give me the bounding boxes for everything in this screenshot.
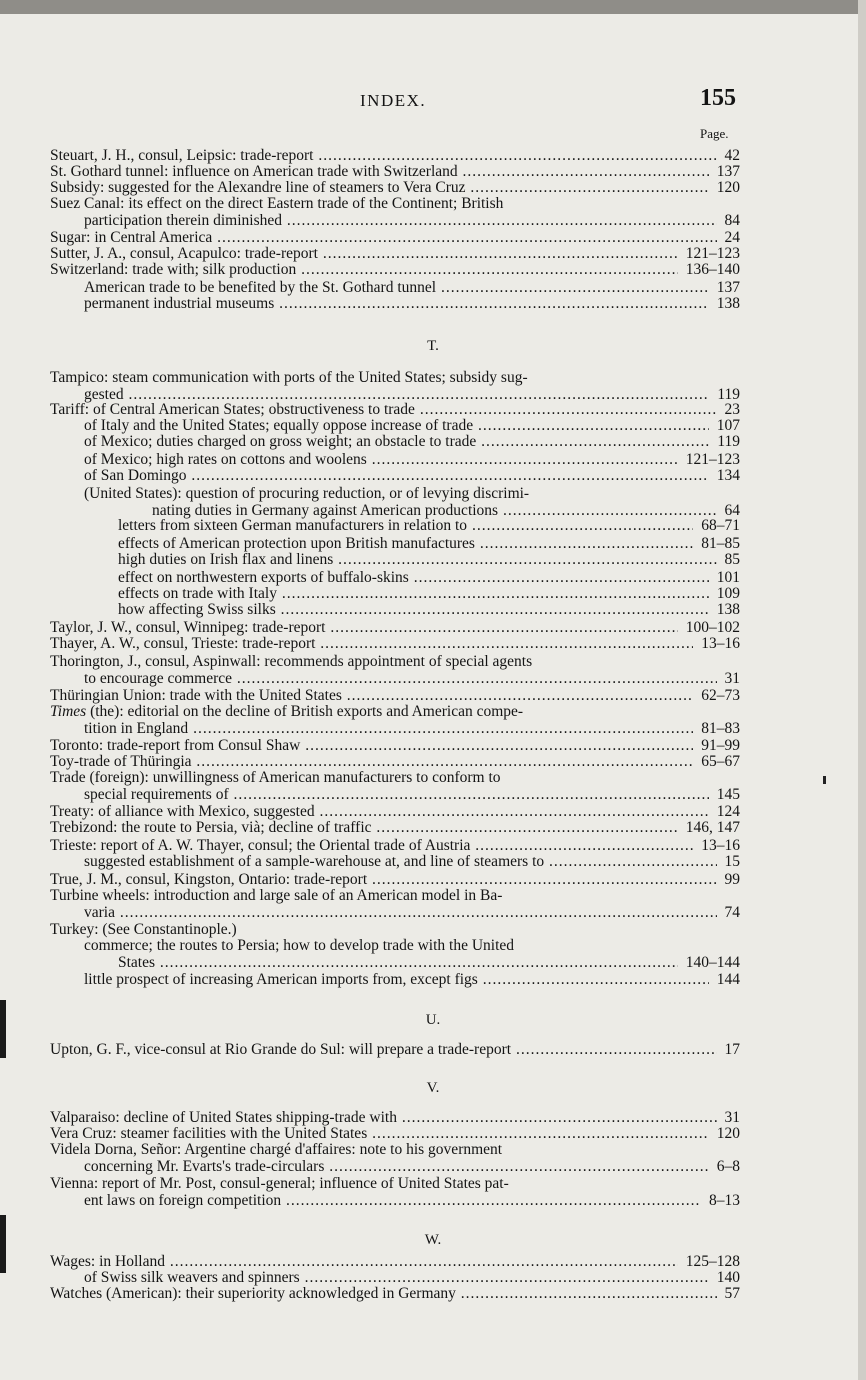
index-entry — [50, 518, 740, 534]
index-entry — [50, 854, 740, 870]
index-entry — [50, 370, 740, 386]
index-entry — [50, 402, 740, 418]
index-entry — [50, 1042, 740, 1058]
index-entry — [50, 586, 740, 602]
section-letter: W. — [424, 1232, 442, 1248]
entry-text: ent laws on foreign competition ..... — [50, 1193, 701, 1209]
index-entry — [50, 688, 740, 704]
index-entry-continuation — [50, 387, 740, 403]
entry-text: effects on trade with Italy ..... — [50, 586, 709, 602]
entry-page-ref: 68–71 — [701, 517, 740, 534]
index-entry — [50, 972, 740, 988]
entry-page-ref: 109 — [716, 585, 740, 602]
index-entry — [50, 654, 740, 670]
index-entry — [50, 552, 740, 568]
entry-page-ref: 140–144 — [685, 954, 740, 971]
entry-page-ref: 144 — [716, 971, 740, 988]
index-entry — [50, 296, 740, 312]
entry-page-ref: 8–13 — [709, 1192, 740, 1209]
entry-text: States ..... — [50, 955, 678, 971]
scan-binding-mark — [0, 1000, 6, 1058]
entry-page-ref: 119 — [717, 433, 740, 450]
entry-page-ref: 13–16 — [701, 837, 740, 854]
index-entry — [50, 196, 740, 212]
entry-page-ref: 74 — [724, 904, 740, 921]
running-header — [0, 85, 866, 115]
entry-text: Suez Canal: its effect on the direct Eastern trade of the Continent; British — [50, 196, 504, 212]
entry-text: Sutter, J. A., consul, Acapulco: trade-report ..... — [50, 246, 678, 262]
page-column-label: Page. — [700, 126, 729, 141]
entry-text: high duties on Irish flax and linens ..... — [50, 552, 717, 568]
index-entry-continuation — [50, 213, 740, 229]
entry-page-ref: 146, 147 — [685, 819, 740, 836]
index-entry — [50, 1110, 740, 1126]
entry-text: Tampico: steam communication with ports of the United States; subsidy sug- — [50, 370, 528, 386]
entry-text: commerce; the routes to Persia; how to develop trade with the United — [84, 938, 515, 954]
index-entry — [50, 468, 740, 484]
page-number: 155 — [700, 85, 736, 111]
index-entry — [50, 1126, 740, 1142]
section-letter: V. — [426, 1080, 440, 1096]
index-entry-continuation — [50, 787, 740, 803]
entry-text: of Mexico; high rates on cottons and woolens ..... — [50, 452, 678, 468]
index-entry — [50, 570, 740, 586]
entry-page-ref: 101 — [716, 569, 740, 586]
index-entry — [50, 1142, 740, 1158]
entry-page-ref: 145 — [716, 786, 740, 803]
entry-page-ref: 64 — [724, 502, 740, 519]
index-entry — [50, 704, 740, 720]
index-entry-continuation — [50, 721, 740, 737]
entry-text: Vienna: report of Mr. Post, consul-general; influence of United States pat- — [50, 1176, 509, 1192]
entry-page-ref: 138 — [716, 295, 740, 312]
entry-page-ref: 13–16 — [701, 635, 740, 652]
entry-text: Times (the): editorial on the decline of British exports and American compe- — [50, 704, 524, 720]
index-entry — [50, 230, 740, 246]
index-entry — [50, 620, 740, 636]
entry-text: Watches (American): their superiority acknowledged in Germany ..... — [50, 1286, 717, 1302]
entry-page-ref: 24 — [724, 229, 740, 246]
entry-page-ref: 6–8 — [716, 1158, 740, 1175]
entry-page-ref: 119 — [717, 386, 740, 403]
entry-page-ref: 137 — [716, 279, 740, 296]
entry-page-ref: 81–85 — [701, 535, 740, 552]
entry-text: letters from sixteen German manufacturers in relation to ..... — [50, 518, 693, 534]
index-entry — [50, 418, 740, 434]
index-entry — [50, 1286, 740, 1302]
index-entry — [50, 148, 740, 164]
entry-text: Taylor, J. W., consul, Winnipeg: trade-report ..... — [50, 620, 678, 636]
entry-page-ref: 65–67 — [701, 753, 740, 770]
scan-top-edge — [0, 0, 866, 14]
index-entry — [50, 164, 740, 180]
entry-text: how affecting Swiss silks ..... — [50, 602, 709, 618]
entry-text: Thayer, A. W., consul, Trieste: trade-report ..... — [50, 636, 693, 652]
entry-text: Tariff: of Central American States; obstructiveness to trade ..... — [50, 402, 717, 418]
entry-page-ref: 31 — [724, 1109, 740, 1126]
entry-page-ref: 62–73 — [701, 687, 740, 704]
entry-page-ref: 57 — [724, 1285, 740, 1302]
entry-text: to encourage commerce ..... — [50, 671, 717, 687]
entry-page-ref: 138 — [716, 601, 740, 618]
section-letter: U. — [425, 1012, 441, 1028]
entry-text: Toy-trade of Thüringia ..... — [50, 754, 693, 770]
index-entry — [50, 246, 740, 262]
entry-text: permanent industrial museums ..... — [50, 296, 709, 312]
entry-page-ref: 23 — [724, 401, 740, 418]
entry-text: concerning Mr. Evarts's trade-circulars ..... — [50, 1159, 709, 1175]
index-entry — [50, 872, 740, 888]
entry-text: of Swiss silk weavers and spinners ..... — [50, 1270, 709, 1286]
entry-text: Trieste: report of A. W. Thayer, consul; the Oriental trade of Austria ..... — [50, 838, 693, 854]
entry-page-ref: 42 — [724, 147, 740, 164]
entry-text: Toronto: trade-report from Consul Shaw ..... — [50, 738, 693, 754]
index-entry — [50, 1270, 740, 1286]
entry-page-ref: 15 — [724, 853, 740, 870]
entry-text: effects of American protection upon British manufactures ..... — [50, 536, 693, 552]
entry-text: of San Domingo ..... — [50, 468, 709, 484]
entry-text: Valparaiso: decline of United States shipping-trade with ..... — [50, 1110, 717, 1126]
index-entry-continuation — [50, 905, 740, 921]
index-entry — [50, 938, 740, 954]
index-entry — [50, 738, 740, 754]
entry-text: varia ..... — [50, 905, 717, 921]
entry-text: effect on northwestern exports of buffalo-skins ..... — [50, 570, 709, 586]
index-entry-continuation — [50, 1193, 740, 1209]
entry-page-ref: 100–102 — [685, 619, 740, 636]
entry-page-ref: 107 — [716, 417, 740, 434]
index-entry — [50, 434, 740, 450]
entry-page-ref: 120 — [716, 1125, 740, 1142]
entry-page-ref: 140 — [716, 1269, 740, 1286]
entry-page-ref: 136–140 — [685, 261, 740, 278]
entry-page-ref: 121–123 — [685, 451, 740, 468]
index-entry — [50, 922, 740, 938]
index-entry — [50, 636, 740, 652]
entry-page-ref: 137 — [716, 163, 740, 180]
entry-page-ref: 121–123 — [685, 245, 740, 262]
entry-text: Thüringian Union: trade with the United States ..... — [50, 688, 693, 704]
running-title: INDEX. — [360, 91, 427, 110]
entry-text: special requirements of ..... — [50, 787, 709, 803]
index-entry — [50, 754, 740, 770]
entry-page-ref: 91–99 — [701, 737, 740, 754]
index-entry-continuation — [50, 955, 740, 971]
entry-text: Thorington, J., consul, Aspinwall: recommends appointment of special agents — [50, 654, 533, 670]
entry-text: Turkey: (See Constantinople.) — [50, 922, 237, 938]
index-entry — [50, 602, 740, 618]
entry-text: (United States): question of procuring reduction, or of levying discrimi- — [84, 486, 530, 502]
index-entry — [50, 888, 740, 904]
index-entry — [50, 452, 740, 468]
index-entry — [50, 180, 740, 196]
scan-speck — [823, 776, 826, 784]
entry-text: of Italy and the United States; equally oppose increase of trade ..... — [50, 418, 709, 434]
scan-right-edge — [858, 0, 866, 1380]
entry-page-ref: 85 — [724, 551, 740, 568]
entry-page-ref: 31 — [724, 670, 740, 687]
entry-text: Upton, G. F., vice-consul at Rio Grande do Sul: will prepare a trade-report ..... — [50, 1042, 717, 1058]
entry-text: Turbine wheels: introduction and large sale of an American model in Ba- — [50, 888, 503, 904]
entry-text: Videla Dorna, Señor: Argentine chargé d'affaires: note to his government — [50, 1142, 503, 1158]
entry-text: participation therein diminished ..... — [50, 213, 717, 229]
entry-page-ref: 120 — [716, 179, 740, 196]
entry-text: tition in England ..... — [50, 721, 693, 737]
entry-text: Subsidy: suggested for the Alexandre line of steamers to Vera Cruz ..... — [50, 180, 709, 196]
entry-text: Treaty: of alliance with Mexico, suggested ..... — [50, 804, 709, 820]
index-entry-continuation — [50, 671, 740, 687]
entry-text: St. Gothard tunnel: influence on American trade with Switzerland ..... — [50, 164, 709, 180]
index-entry — [50, 1176, 740, 1192]
entry-page-ref: 134 — [716, 467, 740, 484]
entry-page-ref: 125–128 — [685, 1253, 740, 1270]
entry-text: little prospect of increasing American imports from, except figs ..... — [50, 972, 709, 988]
index-entry — [50, 804, 740, 820]
entry-text: suggested establishment of a sample-warehouse at, and line of steamers to ..... — [50, 854, 717, 870]
entry-text: Trade (foreign): unwillingness of American manufacturers to conform to — [50, 770, 501, 786]
section-letter: T. — [427, 338, 439, 354]
entry-text: American trade to be benefited by the St. Gothard tunnel ..... — [50, 280, 709, 296]
entry-text: Switzerland: trade with; silk production ..... — [50, 262, 678, 278]
index-entry — [50, 536, 740, 552]
index-entry — [50, 1254, 740, 1270]
entry-text: Sugar: in Central America ..... — [50, 230, 717, 246]
index-entry — [50, 486, 740, 502]
entry-text: nating duties in Germany against American productions ..... — [50, 503, 717, 519]
index-entry-continuation — [50, 1159, 740, 1175]
index-entry-continuation — [50, 503, 740, 519]
entry-page-ref: 17 — [724, 1041, 740, 1058]
entry-page-ref: 124 — [716, 803, 740, 820]
entry-page-ref: 81–83 — [701, 720, 740, 737]
index-entry — [50, 770, 740, 786]
entry-text: True, J. M., consul, Kingston, Ontario: trade-report ..... — [50, 872, 717, 888]
entry-text: of Mexico; duties charged on gross weight; an obstacle to trade ..... — [50, 434, 709, 450]
entry-text: Trebizond: the route to Persia, vià; decline of traffic ..... — [50, 820, 678, 836]
index-entry — [50, 820, 740, 836]
index-entry — [50, 838, 740, 854]
entry-text: Wages: in Holland ..... — [50, 1254, 678, 1270]
index-entry — [50, 280, 740, 296]
entry-page-ref: 84 — [724, 212, 740, 229]
entry-text: gested ..... — [50, 387, 709, 403]
entry-page-ref: 99 — [724, 871, 740, 888]
entry-text: Vera Cruz: steamer facilities with the United States ..... — [50, 1126, 709, 1142]
entry-text: Steuart, J. H., consul, Leipsic: trade-report ..... — [50, 148, 717, 164]
index-entry — [50, 262, 740, 278]
